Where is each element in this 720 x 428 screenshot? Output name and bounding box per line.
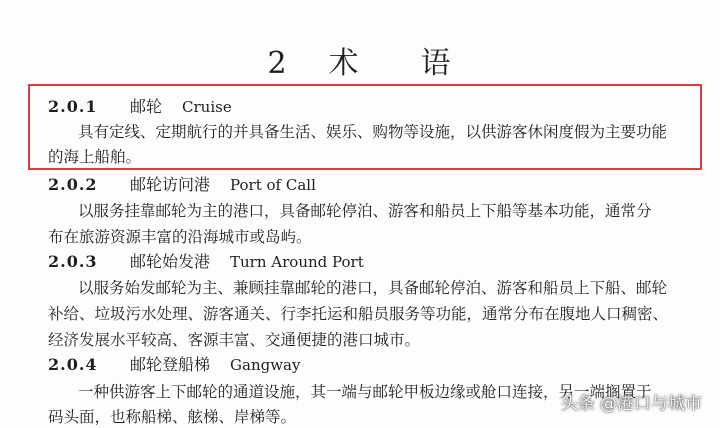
term-heading xyxy=(48,352,300,375)
definition-line: 的海上船舶。 xyxy=(48,148,142,166)
term-english: Cruise xyxy=(182,98,232,116)
term-english: Gangway xyxy=(230,356,301,374)
chapter-number: 2 xyxy=(267,46,289,81)
term-chinese: 邮轮始发港 xyxy=(130,252,211,271)
definition-line: 码头面，也称船梯、舷梯、岸梯等。 xyxy=(48,408,297,426)
term-chinese: 邮轮 xyxy=(130,97,163,116)
term-number: 2.0.2 xyxy=(48,175,98,194)
term-heading xyxy=(48,249,364,272)
term-number: 2.0.3 xyxy=(48,252,98,271)
definition-line: 以服务挂靠邮轮为主的港口，具备邮轮停泊、游客和船员上下船等基本功能，通常分 xyxy=(78,202,652,220)
definition-line: 布在旅游资源丰富的沿海城市或岛屿。 xyxy=(48,228,312,246)
term-chinese: 邮轮登船梯 xyxy=(130,355,211,374)
chapter-title xyxy=(0,38,720,82)
chapter-title-char-1: 术 xyxy=(328,46,361,81)
definition-line: 以服务始发邮轮为主、兼顾挂靠邮轮的港口，具备邮轮停泊、游客和船员上下船、邮轮 xyxy=(78,279,668,297)
term-heading xyxy=(48,94,232,117)
definition-line: 补给、垃圾污水处理、游客通关、行李托运和船员服务等功能，通常分布在腹地人口稠密、 xyxy=(48,305,669,323)
definition-line: 经济发展水平较高、客源丰富、交通便捷的港口城市。 xyxy=(48,331,421,349)
term-heading xyxy=(48,172,316,195)
definition-line: 一种供游客上下邮轮的通道设施，其一端与邮轮甲板边缘或舱口连接，另一端搁置于 xyxy=(78,383,652,401)
term-english: Turn Around Port xyxy=(230,253,364,271)
watermark: 头条 @港口与城市 xyxy=(560,394,702,414)
term-english: Port of Call xyxy=(230,176,316,194)
term-chinese: 邮轮访问港 xyxy=(130,175,211,194)
definition-line: 具有定线、定期航行的并具备生活、娱乐、购物等设施，以供游客休闲度假为主要功能 xyxy=(78,123,668,141)
chapter-title-char-2: 语 xyxy=(420,46,453,81)
term-number: 2.0.1 xyxy=(48,97,98,116)
term-number: 2.0.4 xyxy=(48,355,98,374)
